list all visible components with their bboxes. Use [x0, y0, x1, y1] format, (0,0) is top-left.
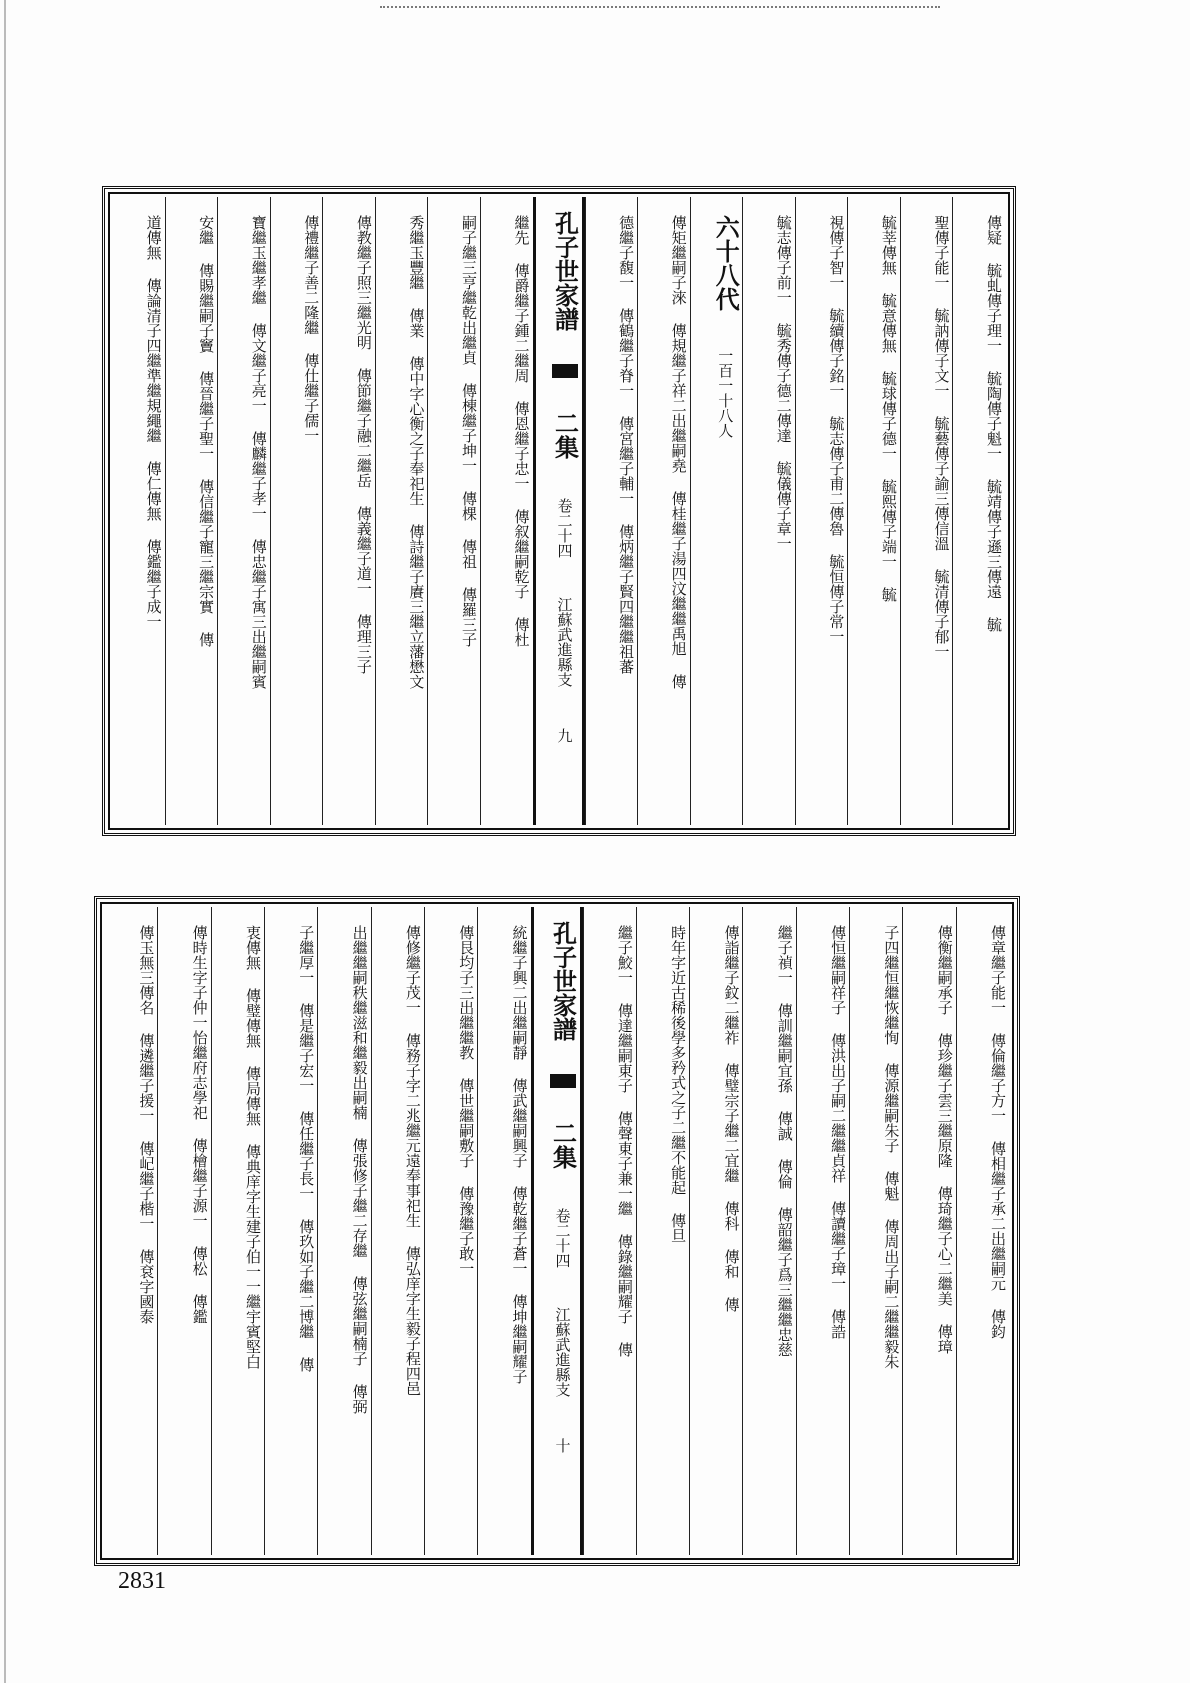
entry-column: 毓志傳子前一 毓秀傳子德二傳達 毓儀傳子章一: [742, 197, 795, 825]
branch-label: 江蘇武進縣支: [553, 1307, 572, 1397]
entry-column: 子四繼恒繼恢繼恂 傳源繼嗣朱子 傳魁 傳周出子嗣二繼繼毅朱: [849, 907, 902, 1555]
entry-column: 傳章繼子能一 傳倫繼子方一 傳相繼子承二出繼嗣元 傳鈞: [956, 907, 1009, 1555]
volume-label: 卷二十四: [555, 498, 574, 558]
entry-column: 傳矩繼嗣子淶 傳規繼子祥二出繼嗣堯 傳桂繼子湯四汶繼繼禹旭 傳: [637, 197, 690, 825]
page-number: 2831: [118, 1568, 166, 1594]
book-title-column: [531, 907, 583, 1555]
entry-column: 時年字近古稀後學多矜式之子二繼不能起 傳旦: [636, 907, 689, 1555]
entry-column: 道傳無 傳論清子四繼準繼規繩繼 傳仁傳無 傳鑑繼子成一: [144, 215, 163, 629]
entry-column: 統繼子興二出繼嗣靜 傳武繼嗣興子 傳乾繼子蒼一 傳坤繼嗣耀子: [477, 907, 530, 1555]
entry-column: 秀繼玉豐繼 傳業 傳中字心衡之子奉祀生 傳詩繼子賡三繼立藩懋文: [375, 197, 428, 825]
genealogy-panel-top: [102, 186, 1016, 836]
book-title-column: [533, 197, 585, 825]
entry-column: 傳修繼子茂一 傳務子字二兆繼元遠奉事祀生 傳弘庠字生毅子程四邑: [371, 907, 424, 1555]
entry-column: 毓莘傳無 毓意傳無 毓球傳子德一 毓熙傳子端一 毓: [847, 197, 900, 825]
collection-label: 二集: [550, 411, 580, 459]
branch-label: 江蘇武進縣支: [555, 597, 574, 687]
entry-column: 傳玉無三傳名 傳遴繼子援一 傳屺繼子楷一 傳袞字國泰: [137, 925, 156, 1324]
entry-column: 子繼厚一 傳是繼子宏一 傳任繼子長一 傳玖如子繼二博繼 傳: [264, 907, 317, 1555]
entry-column: 傳疑 毓虬傳子理一 毓陶傳子魁一 毓靖傳子遜三傳遠 毓: [952, 197, 1005, 825]
entry-column: 聖傳子能一 毓訥傳子文一 毓藝傳子諭三傳信溫 毓清傳子郁一: [900, 197, 953, 825]
entry-column: 傳時生字子仲一怡繼府志學祀 傳檜繼子源一 傳松 傳鑑: [157, 907, 210, 1555]
generation-count: 一百一十八人: [716, 348, 735, 438]
fish-tail-mark-icon: [550, 1074, 576, 1088]
entry-column: 傳衡繼嗣承子 傳珍繼子雲三繼原隆 傳琦繼子心二繼美 傳璋: [902, 907, 955, 1555]
entry-column: 傳詣繼子鈫二繼祚 傳璧宗子繼二宜繼 傳科 傳和 傳: [689, 907, 742, 1555]
book-title: 孔子世家譜: [550, 211, 580, 331]
scan-top-marks: [380, 6, 940, 22]
entry-column: 傳恒繼嗣祥子 傳洪出子嗣二繼繼貞祥 傳讀繼子璋一 傳誥: [796, 907, 849, 1555]
entry-column: 傳艮均子三出繼繼教 傳世繼嗣敷子 傳豫繼子敢一: [424, 907, 477, 1555]
generation-title: 六十八代: [711, 215, 741, 311]
entry-column: 安繼 傳賜繼嗣子竇 傳晉繼子聖一 傳信繼子寵三繼宗實 傳: [165, 197, 218, 825]
volume-label: 卷二十四: [553, 1208, 572, 1268]
folio-number: 十: [553, 1438, 572, 1453]
generation-heading: [690, 197, 743, 825]
entry-column: 嗣子繼三亨繼乾出繼貞 傳棟繼子坤一 傳棵 傳祖 傳羅三子: [427, 197, 480, 825]
entry-column: 寶繼玉繼孝繼 傳文繼子亮一 傳麟繼子孝一 傳忠繼子寓三出繼嗣賓: [217, 197, 270, 825]
genealogy-panel-bottom: [94, 896, 1020, 1566]
entry-column: 視傳子智一 毓續傳子銘一 毓志傳子甫二傳魯 毓恒傳子常一: [795, 197, 848, 825]
folio-number: 九: [555, 728, 574, 743]
collection-label: 二集: [548, 1121, 578, 1169]
entry-column: 繼子禎一 傳訓繼嗣宜孫 傳誠 傳倫 傳韶繼子爲三繼繼忠慈: [742, 907, 795, 1555]
entry-column: 出繼繼嗣秩繼滋和繼毅出嗣楠 傳張修子繼二存繼 傳弦繼嗣楠子 傳弼: [317, 907, 370, 1555]
book-title: 孔子世家譜: [548, 921, 578, 1041]
entry-column: 衷傳無 傳璧傳無 傳局傳無 傳典庠字生建子伯一一繼宇賓堅白: [211, 907, 264, 1555]
scan-left-edge: [4, 0, 6, 1683]
entry-column: 傳教繼子照三繼光明 傳節繼子融二繼岳 傳義繼子道一 傳理三子: [322, 197, 375, 825]
entry-column: 傳禮繼子善二隆繼 傳仕繼子儒一: [270, 197, 323, 825]
entry-column: 德繼子馥一 傳鶴繼子脊一 傳宮繼子輔一 傳炳繼子賢四繼繼祖蕃: [585, 197, 638, 825]
entry-column: 繼先 傳爵繼子鍾二繼周 傳恩繼子忠一 傳叙繼嗣乾子 傳杜: [480, 197, 533, 825]
fish-tail-mark-icon: [552, 364, 578, 378]
entry-column: 繼子鮫一 傳達繼嗣東子 傳聲東子兼一繼 傳錄繼嗣耀子 傳: [583, 907, 636, 1555]
